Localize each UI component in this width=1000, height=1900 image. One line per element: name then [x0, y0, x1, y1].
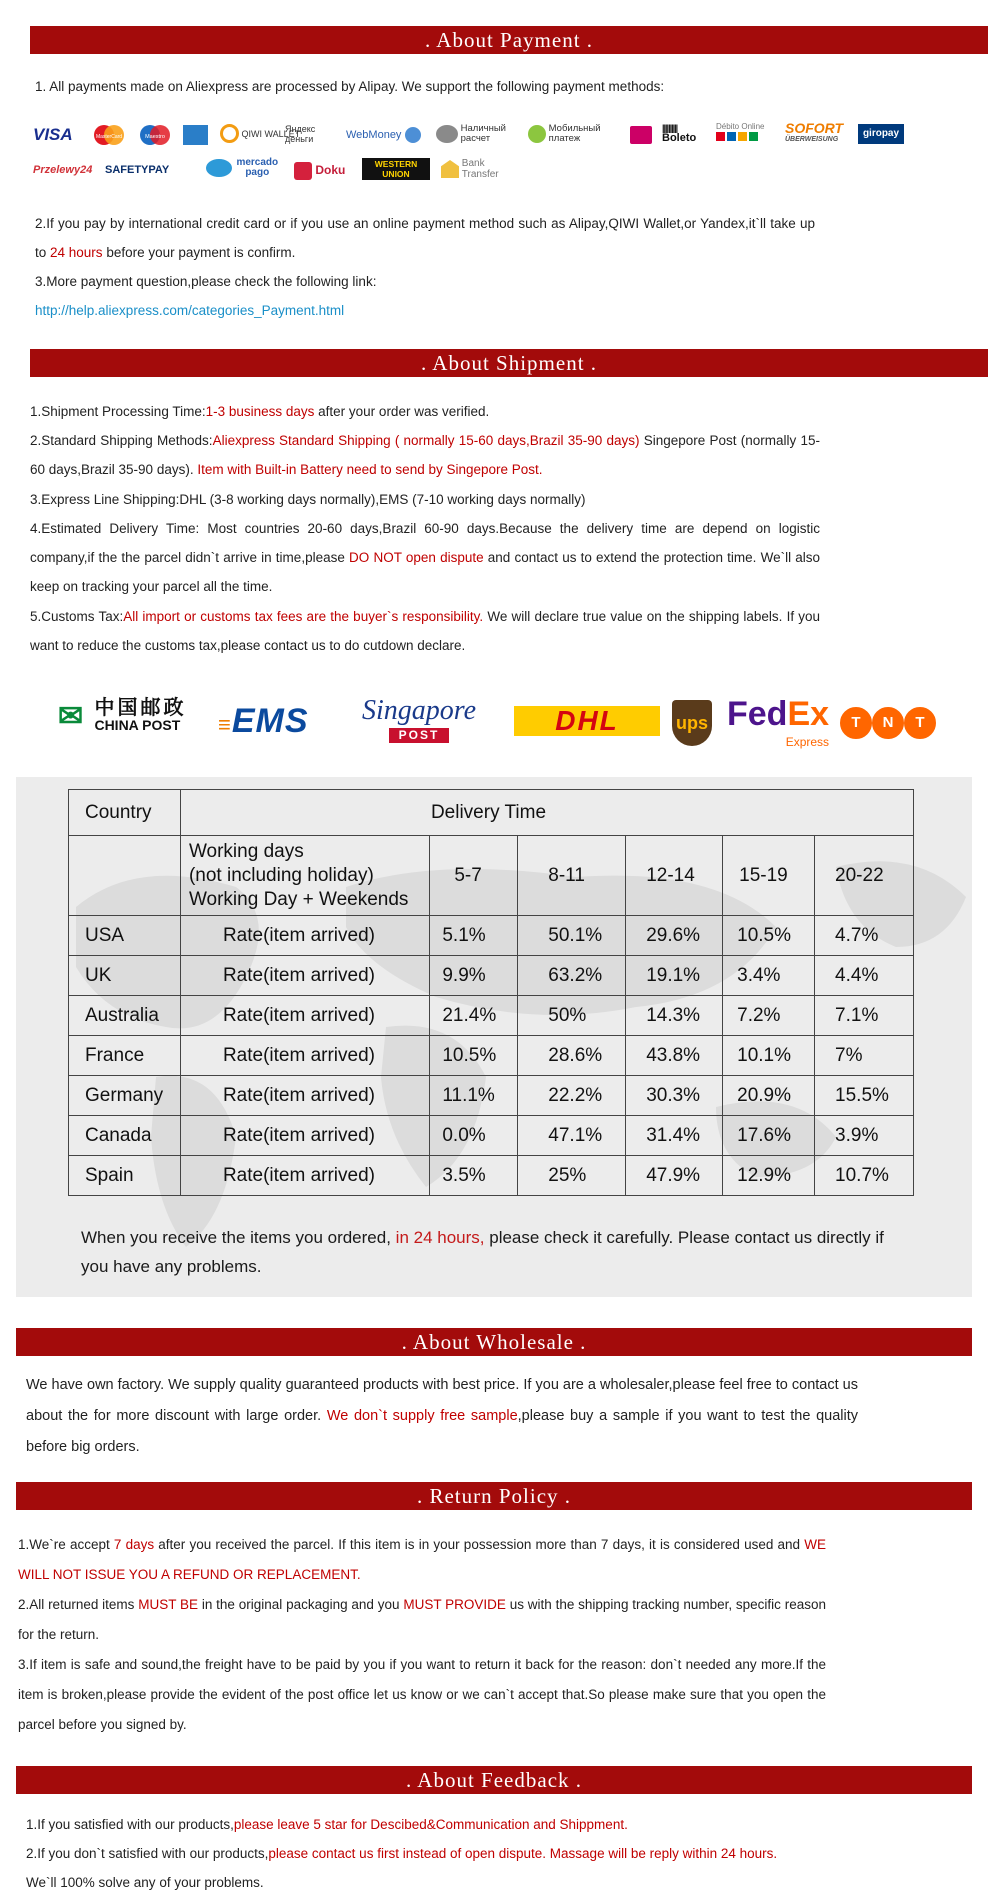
payment-section-header: . About Payment . [30, 26, 988, 54]
visa-logo: VISA [33, 125, 73, 144]
shipment-estimated-delivery: 4.Estimated Delivery Time: Most countries 20-60 days,Brazil 60-90 days.Because the delivery time are depend on logistic company,if the the parcel didn`t arrive in time,please DO NOT open dispute and contact us to extend the protection time. We`ll also keep on tracking your parcel all the time. [30, 521, 821, 594]
country-cell: Canada [69, 1116, 181, 1156]
working-days-label: Working days (not including holiday) Working Day + Weekends [180, 836, 429, 916]
boleto-logo: |||||||||| Boleto [662, 123, 697, 144]
rate-value-cell: 4.7% [815, 916, 914, 956]
qiwi-logo: QIWI WALLET [220, 124, 275, 146]
dhl-logo: DHL [514, 706, 660, 736]
mastercard-logo [92, 124, 126, 146]
yandex-logo: Яндекс деньги [285, 124, 316, 144]
rate-value-cell: 21.4% [430, 996, 518, 1036]
table-row [69, 956, 914, 996]
country-header: Country [69, 790, 181, 836]
column-header: 20-22 [815, 836, 914, 916]
rate-value-cell: 20.9% [723, 1076, 815, 1116]
rate-value-cell: 4.4% [815, 956, 914, 996]
rate-value-cell: 47.1% [518, 1116, 626, 1156]
country-cell: Spain [69, 1156, 181, 1196]
rate-label-cell: Rate(item arrived) [180, 1156, 429, 1196]
shipment-section-header: . About Shipment . [30, 349, 988, 377]
rate-value-cell: 10.1% [723, 1036, 815, 1076]
rate-label-cell: Rate(item arrived) [180, 996, 429, 1036]
wholesale-text: We have own factory. We supply quality guaranteed products with best price. If you are a wholesaler,please feel free to contact us about the for more discount with large order. We don`t supply free sample,please buy a sample if you want to test the quality before big orders. [26, 1377, 858, 1455]
rate-value-cell: 7.1% [815, 996, 914, 1036]
amex-logo [183, 125, 208, 145]
shipment-customs-tax: 5.Customs Tax:All import or customs tax fees are the buyer`s responsibility. We will declare true value on the shipping labels. If you want to reduce the customs tax,please contact us to do cutdown declare. [30, 609, 821, 653]
rate-value-cell: 7% [815, 1036, 914, 1076]
shipment-processing-time: 1.Shipment Processing Time:1-3 business days after your order was verified. [30, 404, 490, 419]
table-row [69, 1076, 914, 1116]
bank-transfer-logo: Bank Transfer [441, 158, 504, 180]
rate-value-cell: 22.2% [518, 1076, 626, 1116]
rate-value-cell: 19.1% [626, 956, 723, 996]
western-union-logo: WESTERN UNION [362, 158, 430, 180]
rate-label-cell: Rate(item arrived) [180, 916, 429, 956]
rate-value-cell: 7.2% [723, 996, 815, 1036]
giropay-logo: giropay [858, 124, 904, 144]
shipment-standard-methods: 2.Standard Shipping Methods:Aliexpress Standard Shipping ( normally 15-60 days,Brazil 35-90 days) Singepore Post (normally 15-60 days,Brazil 35-90 days). Item with Built-in Battery need to send by Singepore Post. [30, 433, 820, 477]
tnt-logo: T N T [840, 707, 936, 739]
rate-value-cell: 3.5% [430, 1156, 518, 1196]
ems-logo: ≡EMS [218, 702, 309, 740]
delivery-time-header: Delivery Time [180, 790, 913, 836]
rate-value-cell: 5.1% [430, 916, 518, 956]
rate-value-cell: 3.9% [815, 1116, 914, 1156]
debito-online-logo: Débito Online [716, 122, 764, 144]
rate-value-cell: 30.3% [626, 1076, 723, 1116]
rate-value-cell: 10.5% [723, 916, 815, 956]
feedback-line-1: 1.If you satisfied with our products,please leave 5 star for Descibed&Communication and Shippment. [26, 1817, 628, 1832]
feedback-section-header: . About Feedback . [16, 1766, 972, 1794]
shipment-express-line: 3.Express Line Shipping:DHL (3-8 working days normally),EMS (7-10 working days normally) [30, 492, 586, 507]
rate-value-cell: 43.8% [626, 1036, 723, 1076]
wholesale-section-header: . About Wholesale . [16, 1328, 972, 1356]
rate-value-cell: 10.7% [815, 1156, 914, 1196]
rate-value-cell: 14.3% [626, 996, 723, 1036]
przelewy24-logo: Przelewy24 [33, 164, 93, 176]
country-cell: Germany [69, 1076, 181, 1116]
table-header-row [69, 790, 914, 836]
rate-value-cell: 50.1% [518, 916, 626, 956]
country-cell: France [69, 1036, 181, 1076]
safetypay-logo: SAFETYPAY [105, 164, 170, 176]
rate-value-cell: 10.5% [430, 1036, 518, 1076]
cash-logo: Наличный расчет [436, 124, 517, 146]
table-row [69, 1036, 914, 1076]
feedback-line-2: 2.If you don`t satisfied with our products,please contact us first instead of open dispute. Massage will be reply within 24 hours. [26, 1846, 778, 1861]
rate-value-cell: 50% [518, 996, 626, 1036]
column-header: 12-14 [626, 836, 723, 916]
sofort-logo: SOFORT ÜBERWEISUNG [785, 120, 844, 143]
rate-value-cell: 9.9% [430, 956, 518, 996]
payment-intro: 1. All payments made on Aliexpress are processed by Alipay. We support the following payment methods: [35, 79, 665, 94]
delivery-time-table [68, 789, 914, 1196]
rate-value-cell: 0.0% [430, 1116, 518, 1156]
rate-value-cell: 15.5% [815, 1076, 914, 1116]
svg-text:MasterCard: MasterCard [95, 134, 123, 140]
column-header: 15-19 [723, 836, 815, 916]
webmoney-logo: WebMoney [346, 124, 421, 146]
column-header: 8-11 [518, 836, 626, 916]
ups-logo: ups [672, 700, 712, 746]
country-cell: Australia [69, 996, 181, 1036]
column-header: 5-7 [430, 836, 518, 916]
rate-value-cell: 11.1% [430, 1076, 518, 1116]
rate-value-cell: 28.6% [518, 1036, 626, 1076]
svg-text:Maestro: Maestro [145, 134, 165, 140]
mercadopago-logo: mercado pago [206, 158, 280, 180]
rate-label-cell: Rate(item arrived) [180, 1036, 429, 1076]
rate-value-cell: 25% [518, 1156, 626, 1196]
feedback-line-3: We`ll 100% solve any of your problems. [26, 1875, 264, 1890]
rate-label-cell: Rate(item arrived) [180, 956, 429, 996]
return-section-header: . Return Policy . [16, 1482, 972, 1510]
rate-value-cell: 17.6% [723, 1116, 815, 1156]
rate-value-cell: 3.4% [723, 956, 815, 996]
singapore-post-logo: Singapore POST [361, 695, 477, 742]
china-post-logo: ✉ 中国邮政 CHINA POST [58, 697, 187, 733]
return-policy-1: 1.We`re accept 7 days after you received the parcel. If this item is in your possession more than 7 days, it is considered used and WE WILL NOT ISSUE YOU A REFUND OR REPLACEMENT. [18, 1537, 826, 1582]
rate-value-cell: 47.9% [626, 1156, 723, 1196]
payment-time-note: 2.If you pay by international credit card or if you use an online payment method such as Alipay,QIWI Wallet,or Yandex,it`ll take up to 24 hours before your payment is confirm. [35, 216, 815, 260]
return-policy-3: 3.If item is safe and sound,the freight have to be paid by you if you want to return it back for the reason: don`t needed any more.If the item is broken,please provide the evident of the post office let us know or we can`t accept that.So please make sure that you open the parcel before you signed by. [18, 1657, 826, 1732]
return-policy-2: 2.All returned items MUST BE in the original packaging and you MUST PROVIDE us with the shipping tracking number, specific reason for the return. [18, 1597, 827, 1642]
mobile-payment-logo: Мобильный платеж [528, 124, 611, 146]
table-subheader-row [69, 836, 914, 916]
payment-question: 3.More payment question,please check the following link: [35, 274, 377, 289]
table-row [69, 916, 914, 956]
maestro-logo [138, 124, 172, 146]
table-row [69, 996, 914, 1036]
rate-value-cell: 63.2% [518, 956, 626, 996]
rate-value-cell: 29.6% [626, 916, 723, 956]
country-cell: UK [69, 956, 181, 996]
rate-label-cell: Rate(item arrived) [180, 1076, 429, 1116]
ideal-logo [630, 126, 652, 144]
country-cell: USA [69, 916, 181, 956]
delivery-panel [16, 777, 972, 1297]
table-row [69, 1156, 914, 1196]
rate-label-cell: Rate(item arrived) [180, 1116, 429, 1156]
rate-value-cell: 31.4% [626, 1116, 723, 1156]
rate-value-cell: 12.9% [723, 1156, 815, 1196]
delivery-table-note: When you receive the items you ordered, in 24 hours, please check it carefully. Please contact us directly if you have any problems. [81, 1228, 884, 1276]
table-row [69, 1116, 914, 1156]
fedex-logo: FedEx Express [727, 695, 830, 749]
payment-help-link[interactable]: http://help.aliexpress.com/categories_Payment.html [35, 303, 345, 318]
doku-logo: Doku [294, 159, 345, 181]
